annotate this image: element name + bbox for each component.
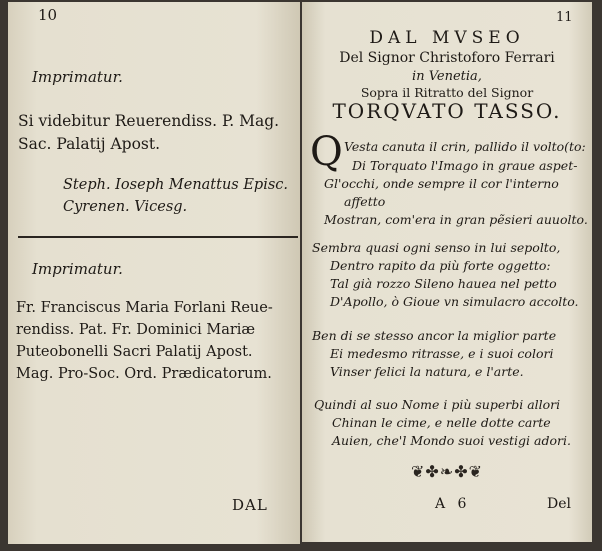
text-line: Sac. Palatij Apost. xyxy=(18,135,161,153)
left-page xyxy=(8,2,300,544)
heading-title: DAL MVSEO xyxy=(369,28,525,48)
verse-line: Quindi al suo Nome i più superbi allori xyxy=(314,397,561,412)
drop-cap: Q xyxy=(310,129,343,175)
verse-line: Mostran, com'era in gran pẽsieri auuolto. xyxy=(324,212,588,227)
text-line: Fr. Franciscus Maria Forlani Reue- xyxy=(16,300,273,316)
text-line: Mag. Pro-Soc. Ord. Prædicatorum. xyxy=(16,366,272,382)
verse-line: affetto xyxy=(344,194,386,209)
catchword: Del xyxy=(547,496,571,512)
verse-line: D'Apollo, ò Gioue vn simulacro accolto. xyxy=(330,294,579,309)
imprimatur-heading: Imprimatur. xyxy=(32,68,123,86)
text-line: Puteobonelli Sacri Palatij Apost. xyxy=(16,344,253,360)
verse-line: Di Torquato l'Imago in graue aspet- xyxy=(352,158,578,173)
signature-mark: A 6 xyxy=(435,496,471,512)
verse-line: Chinan le cime, e nelle dotte carte xyxy=(332,415,551,430)
signer-line: Cyrenen. Vicesg. xyxy=(63,199,188,215)
verse-line: Auien, che'l Mondo suoi vestigi adori. xyxy=(332,433,571,448)
verse-line: Gl'occhi, onde sempre il cor l'interno xyxy=(324,176,559,191)
text-line: rendiss. Pat. Fr. Dominici Mariæ xyxy=(16,322,256,338)
verse-line: Vesta canuta il crin, pallido il volto(to: xyxy=(344,139,586,154)
right-page xyxy=(302,2,592,542)
heading-line: in Venetia, xyxy=(412,69,482,84)
verse-line: Ei medesmo ritrasse, e i suoi colori xyxy=(330,346,554,361)
text-line: Si videbitur Reuerendiss. P. Mag. xyxy=(18,112,280,130)
poem-subject: TORQVATO TASSO. xyxy=(332,99,562,123)
verse-line: Vinser felici la natura, e l'arte. xyxy=(330,364,524,379)
printers-ornament: ❦✤❧✤❦ xyxy=(410,462,484,481)
heading-line: Del Signor Christoforo Ferrari xyxy=(339,50,555,66)
signer-line: Steph. Ioseph Menattus Episc. xyxy=(63,177,289,193)
verse-line: Ben di se stesso ancor la miglior parte xyxy=(312,328,557,343)
heading-line: Sopra il Ritratto del Signor xyxy=(360,85,534,100)
verse-line: Dentro rapito da più forte oggetto: xyxy=(330,258,551,273)
verse-line: Sembra quasi ogni senso in lui sepolto, xyxy=(312,240,561,255)
verse-line: Tal già rozzo Sileno hauea nel petto xyxy=(330,276,557,291)
imprimatur-heading: Imprimatur. xyxy=(32,260,123,278)
catchword: DAL xyxy=(232,496,268,514)
divider xyxy=(18,236,298,238)
page-number: 11 xyxy=(556,10,573,25)
page-number: 10 xyxy=(38,6,58,24)
